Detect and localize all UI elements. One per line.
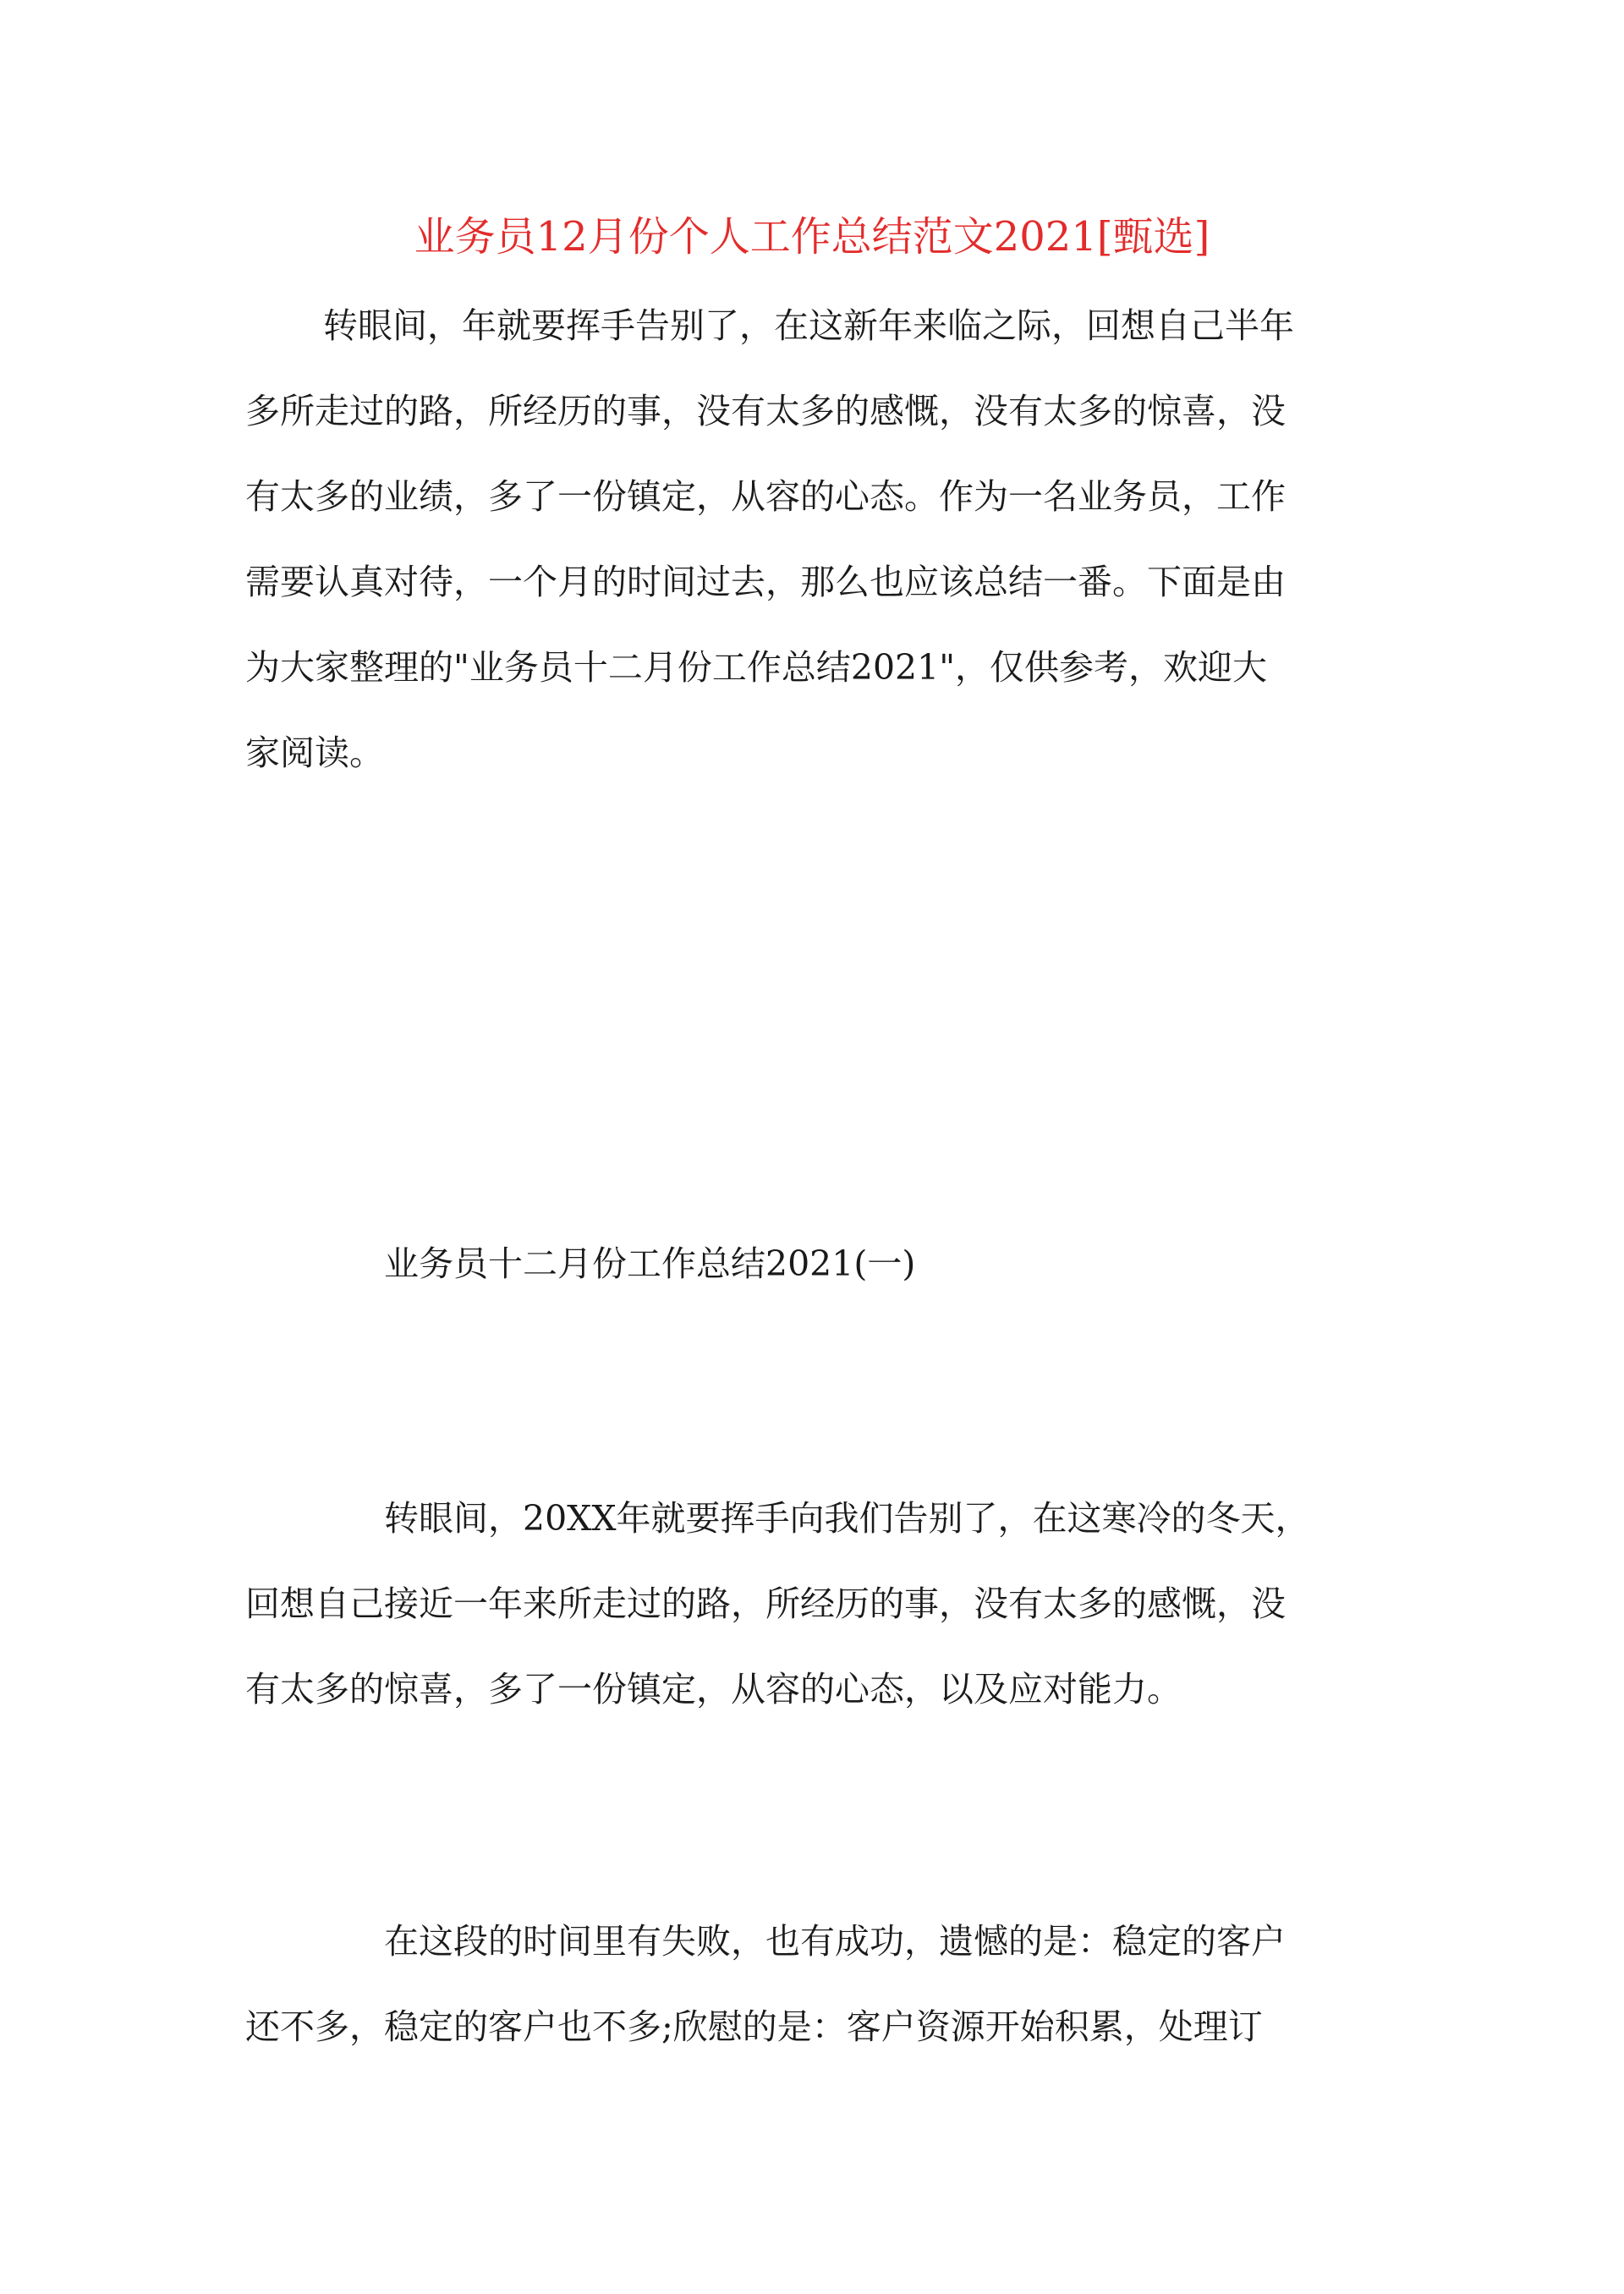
paragraph-line: 还不多，稳定的客户也不多;欣慰的是：客户资源开始积累，处理订 (245, 2006, 1263, 2047)
intro-line: 为大家整理的"业务员十二月份工作总结2021"，仅供参考，欢迎大 (245, 647, 1268, 688)
intro-paragraph (245, 283, 1387, 796)
body-paragraph-2 (245, 1899, 1387, 2070)
intro-line: 转眼间，年就要挥手告别了，在这新年来临之际，回想自己半年 (323, 305, 1294, 346)
paragraph-line: 回想自己接近一年来所走过的路，所经历的事，没有太多的感慨，没 (245, 1583, 1286, 1624)
paragraph-line: 在这段的时间里有失败，也有成功，遗憾的是：稳定的客户 (384, 1921, 1286, 1962)
intro-line: 多所走过的路，所经历的事，没有太多的感慨，没有太多的惊喜，没 (245, 391, 1286, 431)
intro-line: 家阅读。 (245, 733, 384, 773)
paragraph-line: 有太多的惊喜，多了一份镇定，从容的心态，以及应对能力。 (245, 1669, 1182, 1710)
document-title: 业务员12月份个人工作总结范文2021[甄选] (414, 213, 1210, 261)
intro-line: 有太多的业绩，多了一份镇定，从容的心态。作为一名业务员，工作 (245, 476, 1286, 517)
paragraph-line: 转眼间，20XX年就要挥手向我们告别了，在这寒冷的冬天， (384, 1498, 1310, 1539)
intro-line: 需要认真对待，一个月的时间过去，那么也应该总结一番。下面是由 (245, 562, 1286, 602)
body-paragraph-1 (245, 1476, 1387, 1732)
section-heading: 业务员十二月份工作总结2021(一) (384, 1243, 916, 1284)
